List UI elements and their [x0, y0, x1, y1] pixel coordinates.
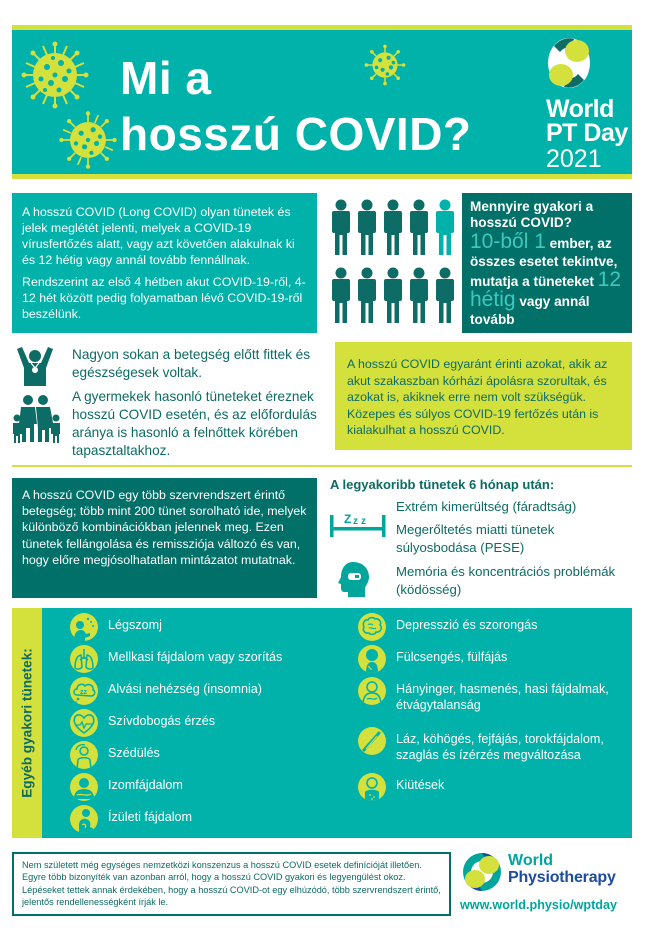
- symptom-label: Mellkasi fájdalom vagy szorítás: [108, 650, 283, 664]
- hospitalization-box: A hosszú COVID egyaránt érinti azokat, akik az akut szakaszban kórházi ápolásra szorultak, és azokat is, akiknek erre nem volt szükségük. Közepes és súlyos COVID-19 fertőzés után is kialakulhat a hosszú COVID.: [335, 342, 632, 450]
- family-icon: [12, 394, 60, 444]
- prevalence-text-2: vagy annál tovább: [470, 294, 590, 327]
- fact-children-text: A gyermekek hasonló tüneteket éreznek hosszú COVID esetén, és az előfordulás aránya is hasonló a felnőttek körében tapasztaltakhoz.: [72, 389, 317, 458]
- timeline-paragraph: Rendszerint az első 4 hétben akut COVID-19-ről, 4-12 hét között pedig folyamatban lévő COVID-19-ről beszélünk.: [22, 275, 306, 321]
- logo-pt-day-text: PT Day: [546, 119, 628, 147]
- page-title: [120, 50, 472, 162]
- other-symptoms-label: Egyéb gyakori tünetek:: [19, 648, 35, 798]
- fact-children: [12, 388, 322, 460]
- symptom-label: Légszomj: [108, 618, 162, 632]
- heart-pulse-icon: [70, 709, 98, 737]
- symptom-label: Izomfájdalom: [108, 778, 183, 792]
- thermometer-icon: [358, 727, 386, 755]
- title-line-2: hosszú COVID?: [120, 108, 472, 160]
- common-symptom-pese: Megerőltetés miatti tünetek súlyosbodása (PESE): [396, 522, 555, 555]
- prevalence-statement: [470, 230, 624, 329]
- sleep-cloud-icon: [70, 677, 98, 705]
- other-symptoms-panel: [12, 608, 632, 838]
- header-banner: [12, 25, 632, 179]
- symptom-label: Ízületi fájdalom: [108, 810, 192, 824]
- athlete-medal-icon: [14, 346, 56, 386]
- symptom-label: Alvási nehézség (insomnia): [108, 682, 262, 696]
- world-physiotherapy-emblem-icon: [462, 852, 502, 892]
- title-line-1: Mi a: [120, 52, 212, 104]
- prevalence-duration: 12 hétig: [470, 268, 622, 311]
- svg-text:zz: zz: [80, 689, 87, 696]
- head-brain-icon: [338, 561, 372, 597]
- definition-paragraph: A hosszú COVID (Long COVID) olyan tünetek és jelek meglétét jelenti, melyek a COVID-19 vírusfertőzés alatt, vagy azt követően alakulnak ki és 12 hétig vagy annál tovább fennállnak.: [22, 205, 295, 267]
- lungs-icon: [70, 645, 98, 673]
- other-symptoms-sidebar: [12, 608, 42, 838]
- definition-box: [12, 193, 317, 333]
- logo-world-text: World: [508, 852, 554, 869]
- stomach-icon: [358, 677, 386, 705]
- dizzy-person-icon: [70, 741, 98, 769]
- common-symptoms-heading: A legyakoribb tünetek 6 hónap után:: [330, 477, 555, 492]
- symptom-label: Hányinger, hasmenés, hasi fájdalmak, étvágytalanság: [396, 682, 609, 712]
- prevalence-ratio: 10-ből 1: [470, 230, 546, 253]
- breathless-icon: [70, 613, 98, 641]
- world-pt-day-logo: [532, 36, 632, 176]
- people-pictogram: [330, 199, 458, 329]
- disclaimer-note: Nem született még egységes nemzetközi konszenzus a hosszú COVID esetek definícióját illetően. Egyre több bizonyíték van azonban arról, hogy a hosszú COVID gyakori és legyengülést okoz. Lépéseket tettek annak érdekében, hogy a hosszú COVID-ot egy elhúzódó, több szervrendszert érintő, jelentős rendellenességként írják le.: [12, 852, 451, 916]
- logo-year-text: 2021: [546, 145, 602, 173]
- virus-icon: [58, 110, 118, 170]
- rash-icon: [358, 773, 386, 801]
- symptom-label: Szédülés: [108, 746, 160, 760]
- ear-icon: [358, 645, 386, 673]
- common-symptom-fatigue: Extrém kimerültség (fáradtság): [396, 499, 577, 514]
- svg-text:z: z: [353, 516, 358, 527]
- fact-fit: [12, 346, 322, 386]
- muscle-pain-icon: [70, 773, 98, 801]
- joint-pain-icon: [70, 805, 98, 833]
- sleep-bed-icon: [330, 507, 386, 537]
- people-grid-icon: [330, 199, 460, 329]
- logo-physiotherapy-text: Physiotherapy: [508, 869, 616, 886]
- website-link[interactable]: www.world.physio/wptday: [460, 898, 617, 912]
- virus-icon: [20, 40, 90, 110]
- logo-world-text: World: [546, 95, 614, 123]
- common-symptoms: [330, 477, 632, 597]
- svg-text:z: z: [361, 516, 366, 527]
- symptom-label: Szívdobogás érzés: [108, 714, 216, 728]
- common-symptom-brain-fog: Memória és koncentrációs problémák (ködösség): [396, 564, 616, 597]
- world-physiotherapy-logo: [460, 852, 640, 922]
- prevalence-question: Mennyire gyakori a hosszú COVID?: [470, 199, 594, 230]
- prevalence-text-1: ember, az összes esetet tekintve, mutatja a tüneteket: [470, 236, 618, 289]
- symptom-label: Fülcsengés, fülfájás: [396, 650, 508, 664]
- world-pt-day-emblem-icon: [546, 36, 592, 90]
- multisystem-box: A hosszú COVID egy több szervrendszert érintő betegség; több mint 200 tünet sorolható ide, melyek különböző kombinációkban jelennek meg. Ezen tünetek fellángolása és remissziója változó és van, hogy előre megjósolhatatlan mintázatot mutatnak.: [12, 478, 317, 598]
- symptom-label: Láz, köhögés, fejfájás, torokfájdalom, szaglás és ízérzés megváltozása: [396, 732, 604, 762]
- svg-text:Z: Z: [344, 512, 352, 526]
- symptom-label: Kiütések: [396, 778, 445, 792]
- symptom-label: Depresszió és szorongás: [396, 618, 538, 632]
- prevalence-box: [462, 193, 632, 333]
- brain-icon: [358, 613, 386, 641]
- fact-fit-text: Nagyon sokan a betegség előtt fittek és egészségesek voltak.: [72, 347, 311, 380]
- section-divider: [12, 465, 632, 467]
